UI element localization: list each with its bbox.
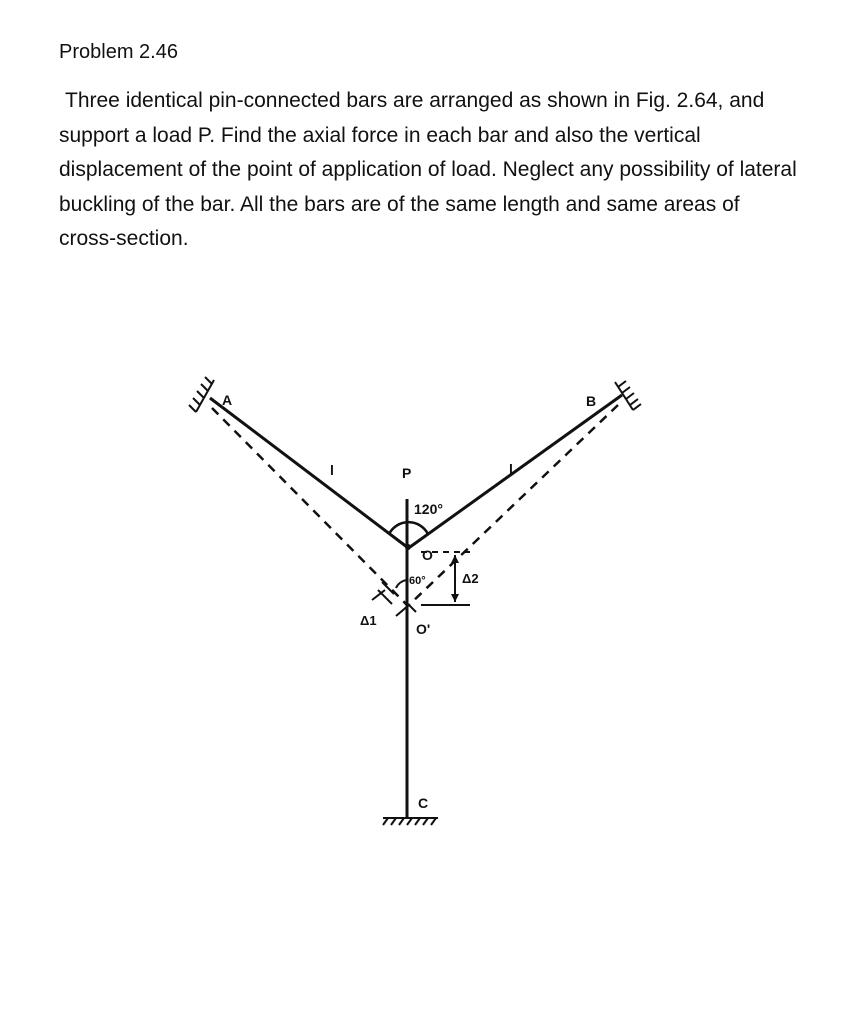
delta-1-label: Δ1: [360, 613, 377, 628]
joint-o: [405, 544, 411, 550]
problem-title: Problem 2.46: [59, 41, 178, 63]
support-a-label: A: [222, 392, 233, 408]
support-c-label: C: [418, 795, 429, 811]
delta-1-dimension: [372, 582, 394, 604]
support-a-hatch: [189, 377, 214, 412]
displaced-bar-left: [212, 408, 407, 605]
support-b-label: B: [586, 393, 597, 409]
displaced-joint-label: O': [416, 621, 431, 637]
angle-arc-60: [396, 580, 407, 588]
delta-2-label: Δ2: [462, 571, 479, 586]
bar-length-right-label: l: [509, 461, 513, 477]
joint-o-label: O: [422, 547, 433, 563]
angle-120-label: 120°: [414, 501, 443, 517]
bar-length-left-label: l: [330, 462, 334, 478]
load-label: P: [402, 465, 412, 481]
bar-bo: [410, 395, 622, 547]
bar-ao: [210, 398, 407, 547]
angle-60-label: 60°: [409, 575, 426, 587]
problem-statement: Three identical pin-connected bars are arranged as shown in Fig. 2.64, and support a load P. Find the axial force in each bar and also the vertical displacement of the point of application of load. Neglect any possibility of lateral buckling of the bar. All the bars are of the same length and same areas of cross-section.: [59, 89, 797, 250]
support-c-hatch: [383, 818, 438, 825]
